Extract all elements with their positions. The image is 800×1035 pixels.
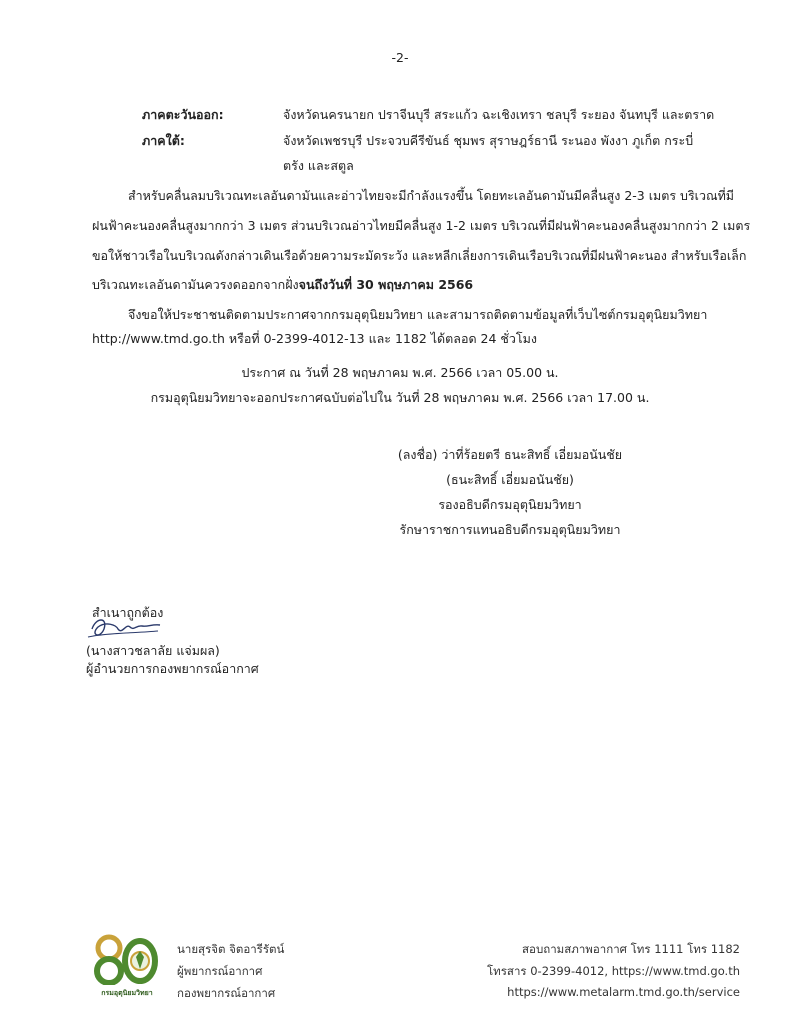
tmd-80-emblem-icon (92, 933, 162, 985)
contact-paragraph-line1: จึงขอให้ประชาชนติดตามประกาศจากกรมอุตุนิยมวิทยา และสามารถติดตามข้อมูลที่เว็บไซต์กรมอุตุนิยมวิทยา (128, 307, 708, 322)
certified-copy-label: สำเนาถูกต้อง (92, 605, 164, 620)
logo-caption: กรมอุตุนิยมวิทยา (101, 989, 153, 997)
wave-paragraph-line2: ฝนฟ้าคะนองคลื่นสูงมากกว่า 3 เมตร ส่วนบริเวณอ่าวไทยมีคลื่นสูง 1-2 เมตร บริเวณที่มีฝนฟ้าคะนองคลื่นสูงมากกว่า 2 เมตร (92, 218, 751, 233)
region-provinces-east: จังหวัดนครนายก ปราจีนบุรี สระแก้ว ฉะเชิงเทรา ชลบุรี ระยอง จันทบุรี และตราด (283, 107, 715, 122)
page-number: -2- (391, 50, 409, 65)
wave-paragraph-line1: สำหรับคลื่นลมบริเวณทะเลอันดามันและอ่าวไทยจะมีกำลังแรงขึ้น โดยทะเลอันดามันมีคลื่นสูง 2-3 เมตร บริเวณที่มี (128, 188, 735, 203)
region-label-south: ภาคใต้: (142, 133, 185, 148)
weather-hotline: สอบถามสภาพอากาศ โทร 1111 โทร 1182 (522, 942, 740, 956)
wave-paragraph-deadline: จนถึงวันที่ 30 พฤษภาคม 2566 (298, 277, 474, 292)
region-provinces-south-2: ตรัง และสตูล (283, 158, 354, 173)
certifier-name: (นางสาวชลาลัย แจ่มผล) (86, 643, 220, 658)
contact-paragraph-line2: http://www.tmd.go.th หรือที่ 0-2399-4012-13 และ 1182 ได้ตลอด 24 ชั่วโมง (92, 331, 537, 346)
forecast-division: กองพยากรณ์อากาศ (177, 986, 276, 1000)
certifier-position: ผู้อำนวยการกองพยากรณ์อากาศ (86, 661, 259, 676)
handwritten-signature (86, 615, 166, 641)
region-provinces-south-1: จังหวัดเพชรบุรี ประจวบคีรีขันธ์ ชุมพร สุราษฎร์ธานี ระนอง พังงา ภูเก็ต กระบี่ (283, 133, 694, 148)
wave-paragraph-line3: ขอให้ชาวเรือในบริเวณดังกล่าวเดินเรือด้วยความระมัดระวัง และหลีกเลี่ยงการเดินเรือบริเวณที่มีฝนฟ้าคะนอง สำหรับเรือเล็ก (92, 248, 747, 263)
tmd-80-logo (92, 933, 162, 997)
signer-acting-position: รักษาราชการแทนอธิบดีกรมอุตุนิยมวิทยา (399, 522, 621, 537)
wave-paragraph-line4 (92, 275, 473, 295)
next-announce: กรมอุตุนิยมวิทยาจะออกประกาศฉบับต่อไปใน วันที่ 28 พฤษภาคม พ.ศ. 2566 เวลา 17.00 น. (150, 390, 650, 405)
region-label-east: ภาคตะวันออก: (142, 107, 224, 122)
metalarm-link[interactable]: https://www.metalarm.tmd.go.th/service (507, 985, 740, 999)
forecaster-title: ผู้พยากรณ์อากาศ (177, 964, 263, 978)
wave-paragraph-line4-normal: บริเวณทะเลอันดามันควรงดออกจากฝั่ง (92, 277, 299, 292)
signer-name: (ธนะสิทธิ์ เอี่ยมอนันชัย) (446, 472, 574, 487)
fax-website: โทรสาร 0-2399-4012, https://www.tmd.go.th (487, 964, 740, 978)
signer-position: รองอธิบดีกรมอุตุนิยมวิทยา (438, 497, 582, 512)
announce-date: ประกาศ ณ วันที่ 28 พฤษภาคม พ.ศ. 2566 เวลา 05.00 น. (241, 365, 559, 380)
signature-line: (ลงชื่อ) ว่าที่ร้อยตรี ธนะสิทธิ์ เอี่ยมอนันชัย (397, 447, 623, 462)
forecaster-name: นายสุรจิต จิตอารีรัตน์ (177, 942, 285, 956)
